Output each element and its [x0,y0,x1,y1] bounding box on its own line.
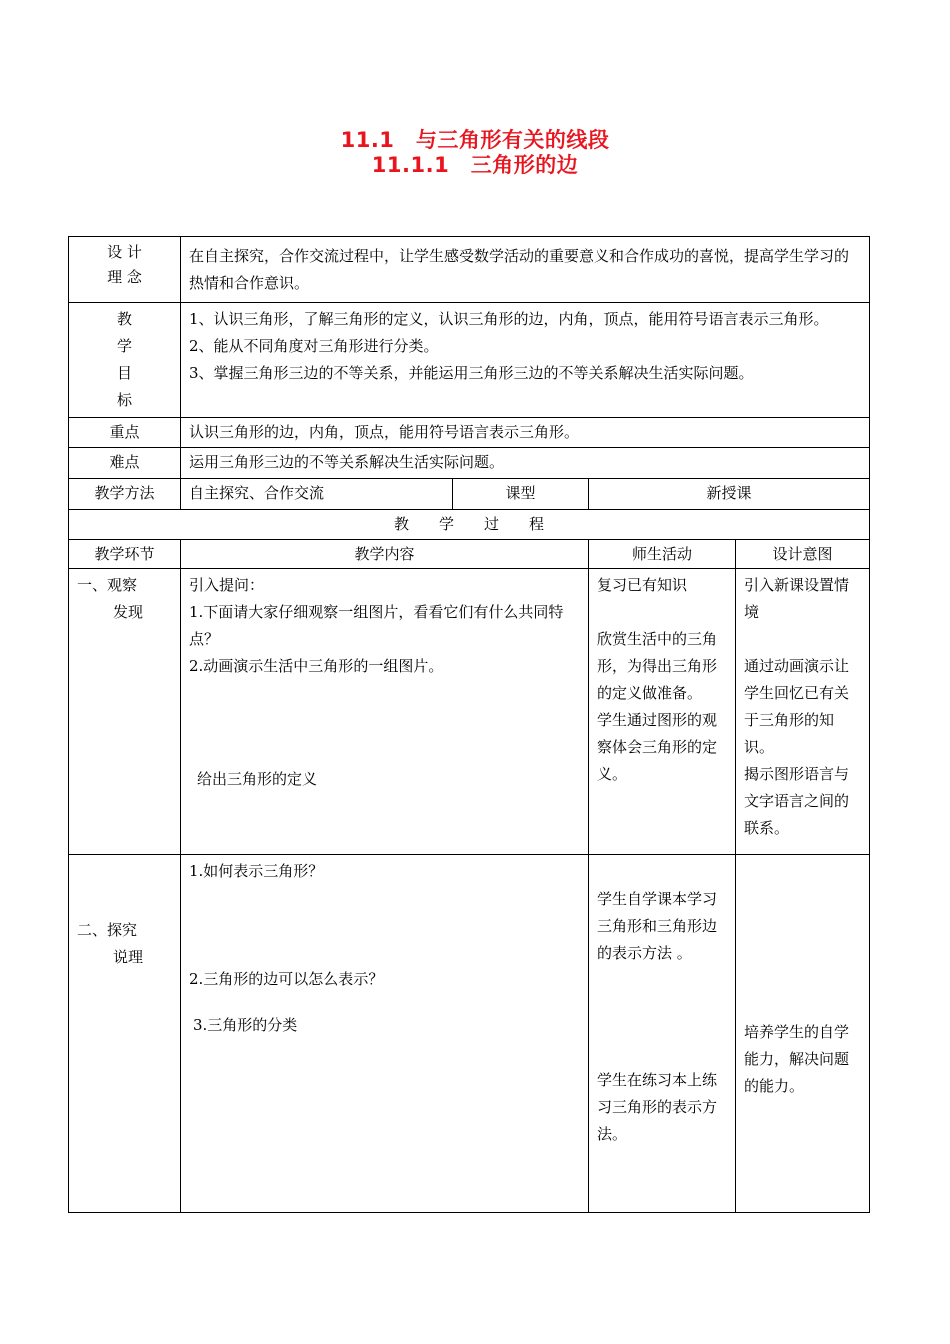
section2-intent [736,855,870,1213]
col-header-intent: 设计意图 [736,540,870,569]
section2-stage-line2: 说理 [113,948,144,966]
section2-intent-1: 培养学生的自学能力，解决问题的能力。 [744,1023,850,1095]
section1-q1: 1.下面请大家仔细观察一组图片，看看它们有什么共同特点？ [189,603,564,648]
goals-label-char: 学 [116,337,132,355]
lesson-type-label: 课型 [453,479,589,510]
method-text: 自主探究、合作交流 [181,479,453,510]
section1-stage [69,569,181,855]
section1-intent-1: 引入新课设置情境 [744,576,850,621]
section1-intent-2: 通过动画演示让学生回忆已有关于三角形的知识。 [744,657,850,756]
section1-intent [736,569,870,855]
section2-activity-1: 学生自学课本学习三角形和三角形边的表示方法 。 [597,890,718,962]
design-row [69,237,870,303]
design-label-line1: 设 计 [107,243,142,261]
section1-stage-line2: 发现 [113,603,144,621]
section1-intent-3: 揭示图形语言与文字语言之间的联系。 [744,765,850,837]
column-header-row [69,540,870,569]
goals-row [69,303,870,418]
page-title: 11.1 与三角形有关的线段 [340,128,610,152]
process-header: 教 学 过 程 [69,510,870,540]
section2-q3: 3.三角形的分类 [193,1016,298,1034]
section1-intro: 引入提问： [189,576,265,594]
section1-definition: 给出三角形的定义 [197,770,318,788]
section2-q2: 2.三角形的边可以怎么表示？ [189,970,384,988]
goals-list [181,303,870,418]
col-header-content: 教学内容 [181,540,589,569]
goals-label-char: 教 [116,310,132,328]
design-label-line2: 理 念 [107,268,142,286]
section2-activity-2: 学生在练习本上练习三角形的表示方法。 [597,1071,718,1143]
method-label: 教学方法 [69,479,181,510]
col-header-activity: 师生活动 [589,540,736,569]
section1-q2: 2.动画演示生活中三角形的一组图片。 [189,657,444,675]
section1-content [181,569,589,855]
goals-label [69,303,181,418]
section1-row [69,569,870,855]
design-label [69,237,181,303]
goal-item: 2、能从不同角度对三角形进行分类。 [189,337,439,355]
method-row [69,479,870,510]
goals-label-char: 目 [116,364,132,382]
section2-q1: 1.如何表示三角形？ [189,862,324,880]
section1-stage-line1: 一、观察 [77,576,138,594]
col-header-stage: 教学环节 [69,540,181,569]
difficulty-text: 运用三角形三边的不等关系解决生活实际问题。 [181,448,870,479]
difficulty-row [69,448,870,479]
lesson-plan-table [68,236,870,1213]
section1-activity-3: 学生通过图形的观察体会三角形的定义。 [597,711,718,783]
process-header-row [69,510,870,540]
section1-activity [589,569,736,855]
key-point-row [69,418,870,448]
section2-row [69,855,870,1213]
section1-activity-2: 欣赏生活中的三角形，为得出三角形的定义做准备。 [597,630,718,702]
section1-activity-1: 复习已有知识 [597,576,688,594]
page-subtitle: 11.1.1 三角形的边 [371,153,579,177]
section2-stage [69,855,181,1213]
goal-item: 3、掌握三角形三边的不等关系，并能运用三角形三边的不等关系解决生活实际问题。 [189,364,754,382]
difficulty-label: 难点 [69,448,181,479]
section2-activity [589,855,736,1213]
lesson-type-value: 新授课 [589,479,870,510]
design-text: 在自主探究，合作交流过程中，让学生感受数学活动的重要意义和合作成功的喜悦，提高学生学习的热情和合作意识。 [181,237,870,303]
goal-item: 1、认识三角形，了解三角形的定义，认识三角形的边，内角，顶点，能用符号语言表示三角形。 [189,310,829,328]
section2-content [181,855,589,1213]
key-point-text: 认识三角形的边，内角，顶点，能用符号语言表示三角形。 [181,418,870,448]
key-point-label: 重点 [69,418,181,448]
goals-label-char: 标 [116,391,132,409]
section2-stage-line1: 二、探究 [77,921,138,939]
